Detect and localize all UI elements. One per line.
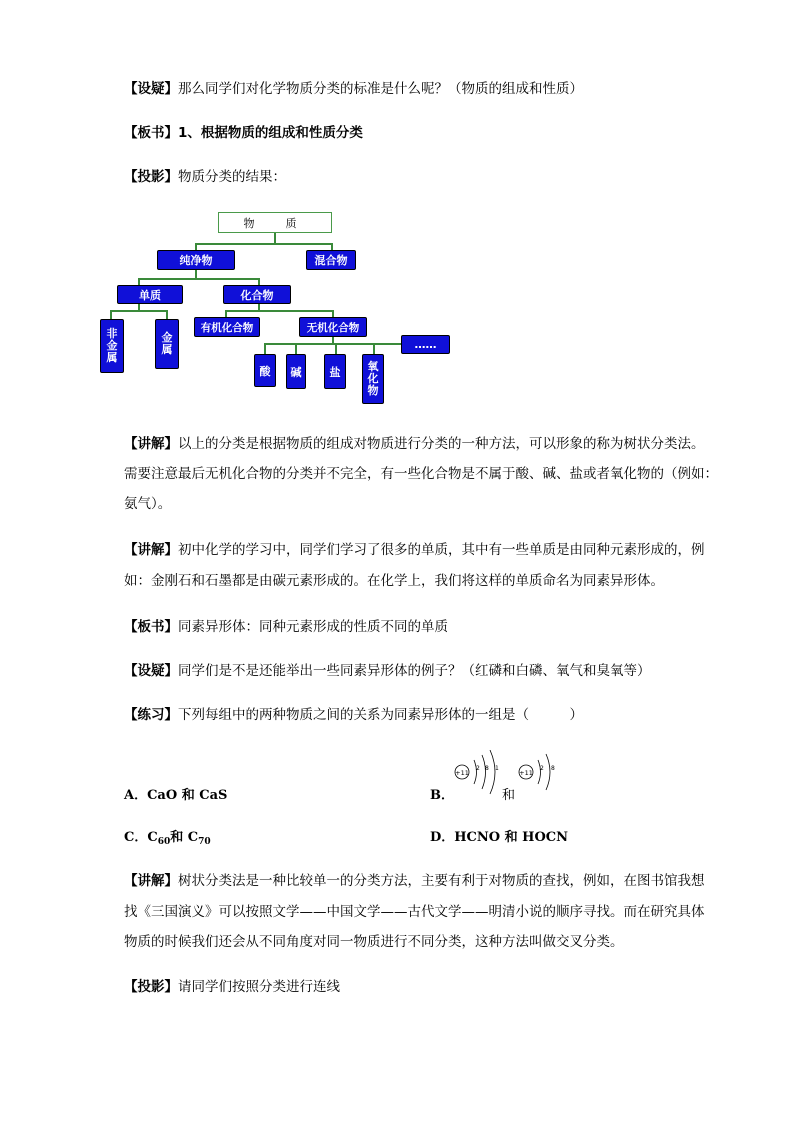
char: 属 [161, 343, 173, 356]
explain-para-3-line-1 [124, 872, 705, 890]
question-para-1 [124, 80, 583, 98]
shell-count: 8 [485, 765, 489, 772]
tag: 【讲解】 [124, 436, 178, 452]
choice-c[interactable] [124, 826, 211, 847]
shell-count: 2 [540, 765, 544, 772]
explain-para-2-line-2: 如：金刚石和石墨都是由碳元素形成的。在化学上，我们将这样的单质命名为同素异形体。 [124, 573, 664, 589]
tag: 【板书】 [124, 619, 178, 635]
node-nonmetal [100, 319, 124, 373]
board-para-1 [124, 124, 363, 142]
electron-shell [482, 755, 486, 789]
char: 氧 [367, 360, 379, 373]
tag: 【练习】 [124, 707, 178, 723]
connector [138, 278, 259, 280]
electron-shell [546, 754, 550, 790]
text: 物质分类的结果： [178, 169, 286, 185]
text: 以上的分类是根据物质的组成对物质进行分类的一种方法，可以形象的称为树状分类法。 [178, 436, 705, 452]
node-ellipsis: …… [401, 335, 450, 354]
choice-d[interactable]: D．HCNO 和 HOCN [430, 830, 568, 845]
question-para-2 [124, 662, 651, 680]
node-base: 碱 [286, 354, 306, 389]
tag: 【投影】 [124, 169, 178, 185]
explain-para-2-line-1 [124, 541, 705, 559]
choice-b-and: 和 [502, 788, 516, 803]
choice-c-mid: 和 C [170, 830, 199, 845]
text: 初中化学的学习中，同学们学习了很多的单质，其中有一些单质是由同种元素形成的，例 [178, 542, 705, 558]
node-metal [155, 319, 179, 369]
connector [225, 310, 333, 312]
connector [110, 310, 167, 312]
shell-count: 2 [476, 765, 480, 772]
char: 非 [106, 327, 118, 340]
text: 同素异形体：同种元素形成的性质不同的单质 [178, 619, 448, 635]
node-compound: 化合物 [223, 285, 291, 304]
connector [264, 343, 404, 345]
electron-shell [474, 760, 477, 784]
tag: 【设疑】 [124, 663, 178, 679]
choice-b-label: B． [430, 788, 454, 803]
tag: 【讲解】 [124, 542, 178, 558]
char: 金 [161, 331, 173, 344]
subscript: 60 [157, 837, 171, 847]
node-inorganic-compound: 无机化合物 [299, 317, 367, 337]
tag: 【投影】 [124, 979, 178, 995]
node-organic-compound: 有机化合物 [194, 317, 260, 337]
atom-nucleus-1-label: +11 [455, 769, 469, 777]
text: 请同学们按照分类进行连线 [178, 979, 340, 995]
explain-para-1-line-1 [124, 435, 705, 453]
text: 那么同学们对化学物质分类的标准是什么呢？（物质的组成和性质） [178, 81, 583, 97]
char: 属 [106, 351, 118, 364]
text: 树状分类法是一种比较单一的分类方法，主要有利于对物质的查找，例如，在图书馆我想 [178, 873, 705, 889]
choice-c-prefix: C．C [124, 830, 158, 845]
atom-nucleus-2-label: +11 [519, 769, 533, 777]
char: 化 [367, 372, 379, 385]
board-para-2 [124, 618, 448, 636]
explain-para-1-line-2: 需要注意最后无机化合物的分类并不完全，有一些化合物是不属于酸、碱、盐或者氧化物的（例如： [124, 466, 718, 482]
explain-para-1-line-3: 氨气）。 [124, 496, 172, 512]
choice-a[interactable]: A．CaO 和 CaS [124, 788, 228, 803]
exercise-para [124, 706, 583, 724]
node-root: 物 质 [218, 212, 332, 233]
electron-shell [490, 750, 495, 794]
projection-para-2 [124, 978, 340, 996]
connector [195, 243, 332, 245]
text: 下列每组中的两种物质之间的关系为同素异形体的一组是（ ） [178, 707, 583, 723]
node-pure-substance: 纯净物 [157, 250, 235, 270]
atom-structure-diagrams [452, 750, 582, 802]
char: 金 [106, 339, 118, 352]
node-oxide [362, 354, 384, 404]
text: 1、根据物质的组成和性质分类 [178, 125, 363, 141]
shell-count: 1 [495, 765, 499, 772]
node-salt: 盐 [324, 354, 346, 389]
node-element: 单质 [117, 285, 183, 304]
explain-para-3-line-2: 找《三国演义》可以按照文学——中国文学——古代文学——明清小说的顺序寻找。而在研究具体 [124, 904, 705, 920]
text: 同学们是不是还能举出一些同素异形体的例子？（红磷和白磷、氧气和臭氧等） [178, 663, 651, 679]
explain-para-3-line-3: 物质的时候我们还会从不同角度对同一物质进行不同分类，这种方法叫做交叉分类。 [124, 934, 624, 950]
tag: 【板书】 [124, 125, 178, 141]
node-mixture: 混合物 [306, 250, 356, 270]
subscript: 70 [198, 837, 211, 847]
tag: 【设疑】 [124, 81, 178, 97]
shell-count: 8 [551, 765, 555, 772]
tag: 【讲解】 [124, 873, 178, 889]
electron-shell [538, 760, 541, 784]
projection-para-1 [124, 168, 286, 186]
char: 物 [367, 384, 379, 397]
node-acid: 酸 [254, 354, 276, 387]
